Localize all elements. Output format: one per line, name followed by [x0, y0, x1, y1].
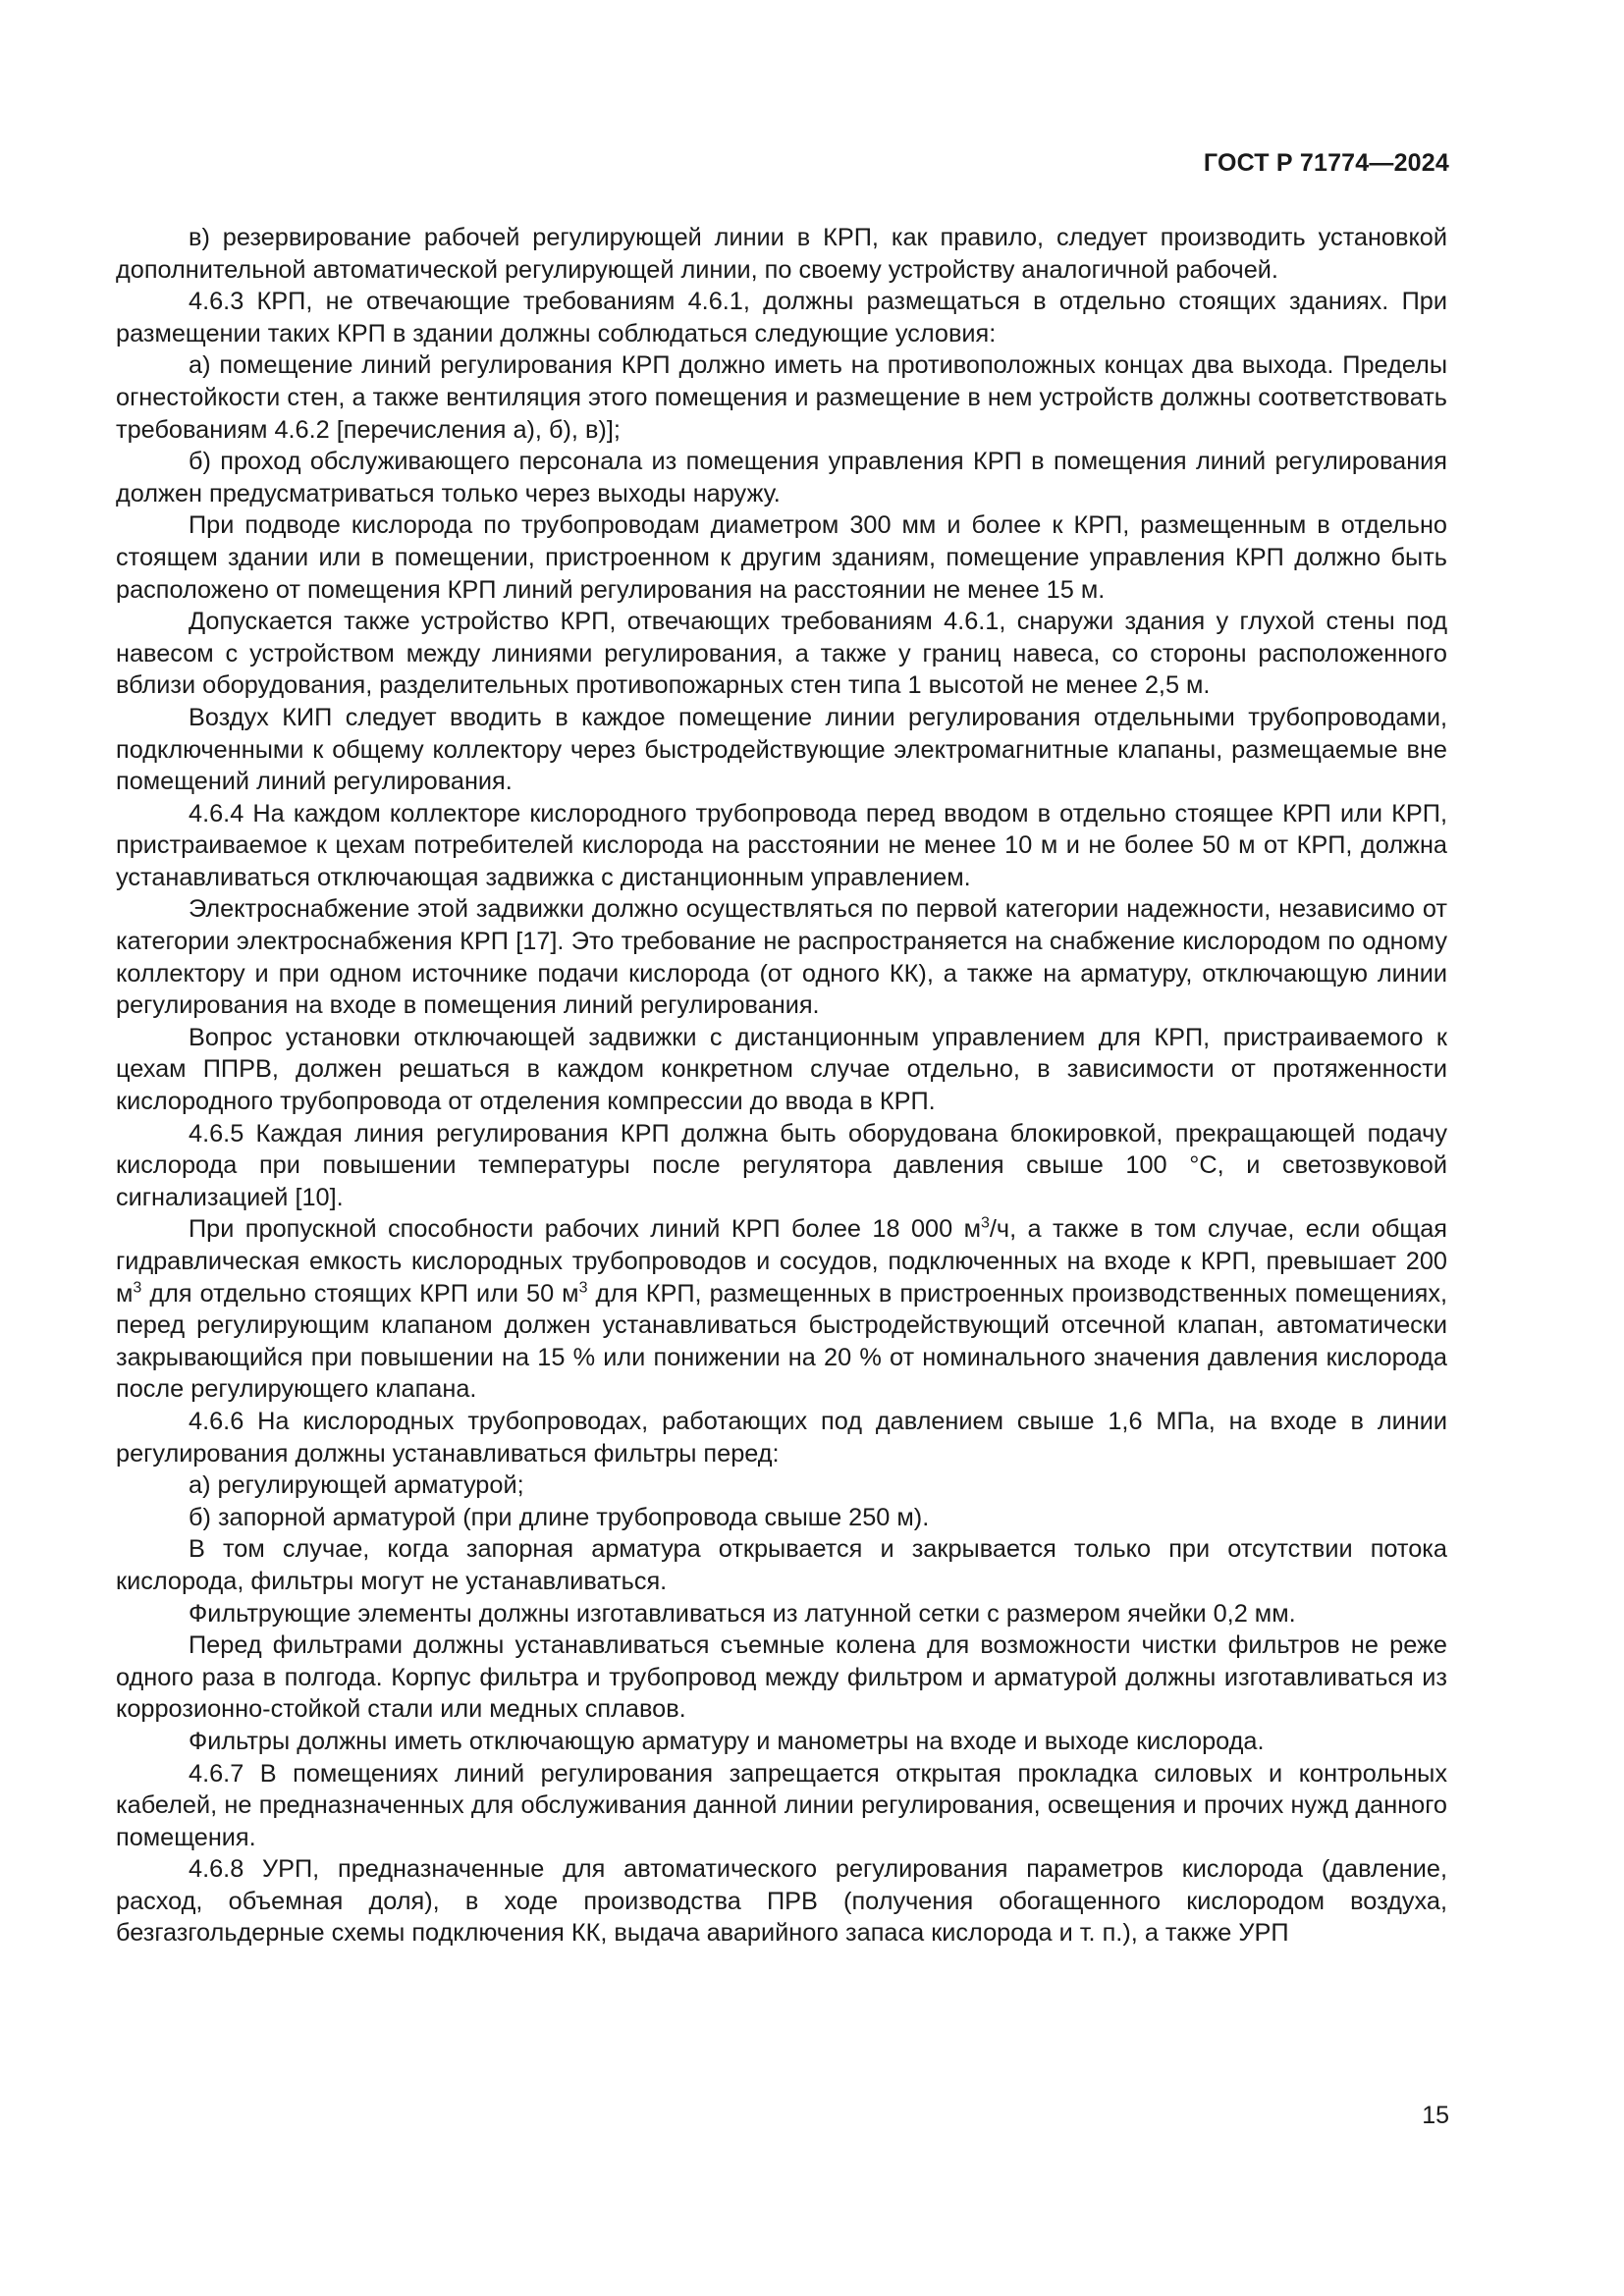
- document-body: [116, 222, 1447, 1949]
- paragraph: Фильтрующие элементы должны изготавливаться из латунной сетки с размером ячейки 0,2 мм.: [189, 1599, 1296, 1628]
- page-number: 15: [1422, 2102, 1449, 2129]
- paragraph: В том случае, когда запорная арматура открывается и закрывается только при отсутствии потока кислорода, фильтры могут не устанавливаться.: [116, 1535, 1447, 1595]
- paragraph: 4.6.3 КРП, не отвечающие требованиям 4.6.1, должны размещаться в отдельно стоящих зданиях. При размещении таких КРП в здании должны соблюдаться следующие условия:: [116, 288, 1447, 347]
- superscript: 3: [578, 1279, 588, 1297]
- paragraph: 4.6.6 На кислородных трубопроводах, работающих под давлением свыше 1,6 МПа, на входе в линии регулирования должны устанавливаться фильтры перед:: [116, 1407, 1447, 1468]
- paragraph: Фильтры должны иметь отключающую арматуру и манометры на входе и выходе кислорода.: [189, 1727, 1265, 1755]
- paragraph: Вопрос установки отключающей задвижки с дистанционным управлением для КРП, пристраиваемого к цехам ППРВ, должен решаться в каждом конкретном случае отдельно, в зависимости от протяженности кислородного трубопровода от отделения компрессии до ввода в КРП.: [116, 1023, 1447, 1116]
- paragraph: Допускается также устройство КРП, отвечающих требованиям 4.6.1, снаружи здания у глухой стены под навесом с устройством между линиями регулирования, а также у границ навеса, со стороны расположенного вблизи оборудования, разделительных противопожарных стен типа 1 высотой не менее 2,5 м.: [116, 608, 1447, 700]
- paragraph: 4.6.4 На каждом коллекторе кислородного трубопровода перед вводом в отдельно стоящее КРП или КРП, пристраиваемое к цехам потребителей кислорода на расстоянии не менее 10 м и не более 50 м от КРП, должна устанавливаться отключающая задвижка с дистанционным управлением.: [116, 799, 1447, 891]
- text-segment: для КРП, размещенных в пристроенных производственных помещениях, перед регулирующим клапаном должен устанавливаться быстродействующий отсечной клапан, автоматически закрывающийся при повышении на 15 % или понижении на 20 % от номинального значения давления кислорода после регулирующего клапана.: [116, 1279, 1447, 1404]
- list-item: б) запорной арматурой (при длине трубопровода свыше 250 м).: [189, 1503, 930, 1531]
- paragraph: Перед фильтрами должны устанавливаться съемные колена для возможности чистки фильтров не реже одного раза в полгода. Корпус фильтра и трубопровод между фильтром и арматурой должны изготавливаться из коррозионно-стойкой стали или медных сплавов.: [116, 1631, 1447, 1724]
- paragraph: а) помещение линий регулирования КРП должно иметь на противоположных концах два выхода. Пределы огнестойкости стен, а также вентиляция этого помещения и размещение в нем устройств должны соответствовать требованиям 4.6.2 [перечисления а), б), в)];: [116, 351, 1447, 444]
- paragraph: 4.6.7 В помещениях линий регулирования запрещается открытая прокладка силовых и контрольных кабелей, не предназначенных для обслуживания данной линии регулирования, освещения и прочих нужд данного помещения.: [116, 1759, 1447, 1851]
- paragraph: 4.6.5 Каждая линия регулирования КРП должна быть оборудована блокировкой, прекращающей подачу кислорода при повышении температуры после регулятора давления свыше 100 °С, и светозвуковой сигнализацией [10].: [116, 1119, 1447, 1211]
- text-segment: При пропускной способности рабочих линий КРП более 18 000 м: [189, 1215, 981, 1244]
- paragraph: 4.6.8 УРП, предназначенные для автоматического регулирования параметров кислорода (давление, расход, объемная доля), в ходе производства ПРВ (получения обогащенного кислородом воздуха, безгазгольдерные схемы подключения КК, выдача аварийного запаса кислорода и т. п.), а также УРП: [116, 1855, 1447, 1948]
- paragraph: Воздух КИП следует вводить в каждое помещение линии регулирования отдельными трубопроводами, подключенными к общему коллектору через быстродействующие электромагнитные клапаны, размещаемые вне помещений линий регулирования.: [116, 703, 1447, 796]
- list-item: а) регулирующей арматурой;: [189, 1471, 524, 1500]
- superscript: 3: [980, 1214, 990, 1232]
- text-segment: /ч, а также в том случае, если общая гидравлическая емкость кислородных трубопроводов и сосудов, подключенных на входе к КРП, превышает 200 м: [116, 1215, 1447, 1308]
- text-segment: для отдельно стоящих КРП или 50 м: [141, 1279, 579, 1308]
- capacity-paragraph: [116, 1213, 1447, 1406]
- paragraph: При подводе кислорода по трубопроводам диаметром 300 мм и более к КРП, размещенным в отдельно стоящем здании или в помещении, пристроенном к другим зданиям, помещение управления КРП должно быть расположено от помещения КРП линий регулирования на расстоянии не менее 15 м.: [116, 511, 1447, 604]
- paragraph: Электроснабжение этой задвижки должно осуществляться по первой категории надежности, независимо от категории электроснабжения КРП [17]. Это требование не распространяется на снабжение кислородом по одному коллектору и при одном источнике подачи кислорода (от одного КК), а также на арматуру, отключающую линии регулирования на входе в помещения линий регулирования.: [116, 895, 1447, 1020]
- superscript: 3: [133, 1279, 142, 1297]
- document-header: ГОСТ Р 71774—2024: [1203, 149, 1449, 177]
- paragraph: б) проход обслуживающего персонала из помещения управления КРП в помещения линий регулирования должен предусматриваться только через выходы наружу.: [116, 448, 1447, 507]
- paragraph: в) резервирование рабочей регулирующей линии в КРП, как правило, следует производить установкой дополнительной автоматической регулирующей линии, по своему устройству аналогичной рабочей.: [116, 224, 1447, 284]
